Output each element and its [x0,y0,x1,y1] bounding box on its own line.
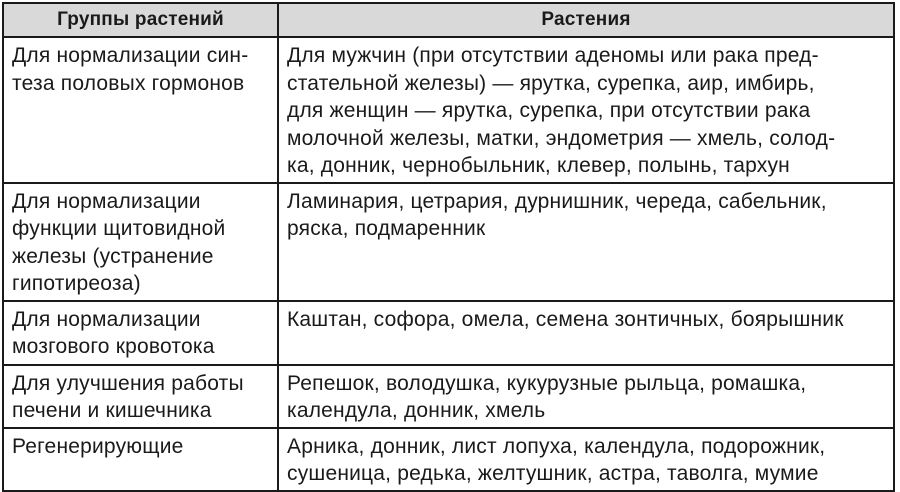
group-line: Для улучшения работы [12,371,244,395]
group-cell [3,428,278,491]
plants-line: ка, донник, чернобыльник, клевер, полынь, тархун [287,154,790,177]
group-line: печени и кишечника [12,399,212,422]
group-cell [3,37,278,183]
group-line: гипотиреоза) [12,272,141,295]
plants-line: для женщин — ярутка, сурепка, при отсутствии рака [287,99,811,122]
plants-cell [278,37,894,183]
plants-cell [278,301,894,365]
plants-line: Для мужчин (при отсутствии аденомы или рака пред- [287,44,819,67]
plants-line: Каштан, софора, омела, семена зонтичных, боярышник [287,307,844,331]
table-row [3,37,894,183]
plants-line: ряска, подмаренник [287,217,486,240]
plants-line: календула, донник, хмель [287,399,546,422]
group-line: теза половых гормонов [12,71,245,95]
group-line: мозгового кровотока [12,335,215,358]
group-cell [3,365,278,428]
table-row [3,428,894,491]
plants-line: Репешок, володушка, кукурузные рыльца, ромашка, [287,371,807,395]
plants-cell [278,428,894,491]
plants-table [2,2,895,492]
table-row [3,301,894,365]
group-line: функции щитовидной [12,217,226,240]
table-header-row [3,3,894,37]
group-line: железы (устранение [12,244,214,268]
group-line: Для нормализации син- [12,44,249,67]
plants-line: Ламинария, цетрария, дурнишник, череда, сабельник, [287,189,827,213]
table-row [3,365,894,428]
group-line: Регенерирующие [12,434,184,458]
header-group: Группы растений [3,3,278,37]
plants-line: сушеница, редька, желтушник, астра, таволга, мумие [287,462,819,485]
plants-line: Арника, донник, лист лопуха, календула, подорожник, [287,434,826,458]
plants-cell [278,365,894,428]
table-row [3,183,894,301]
plants-cell [278,183,894,301]
plants-line: стательной железы) — ярутка, сурепка, аир, имбирь, [287,71,815,95]
group-line: Для нормализации [12,189,201,213]
plants-line: молочной железы, матки, эндометрия — хмель, солод- [287,126,836,150]
group-line: Для нормализации [12,307,201,331]
header-plants: Растения [278,3,894,37]
group-cell [3,183,278,301]
group-cell [3,301,278,365]
